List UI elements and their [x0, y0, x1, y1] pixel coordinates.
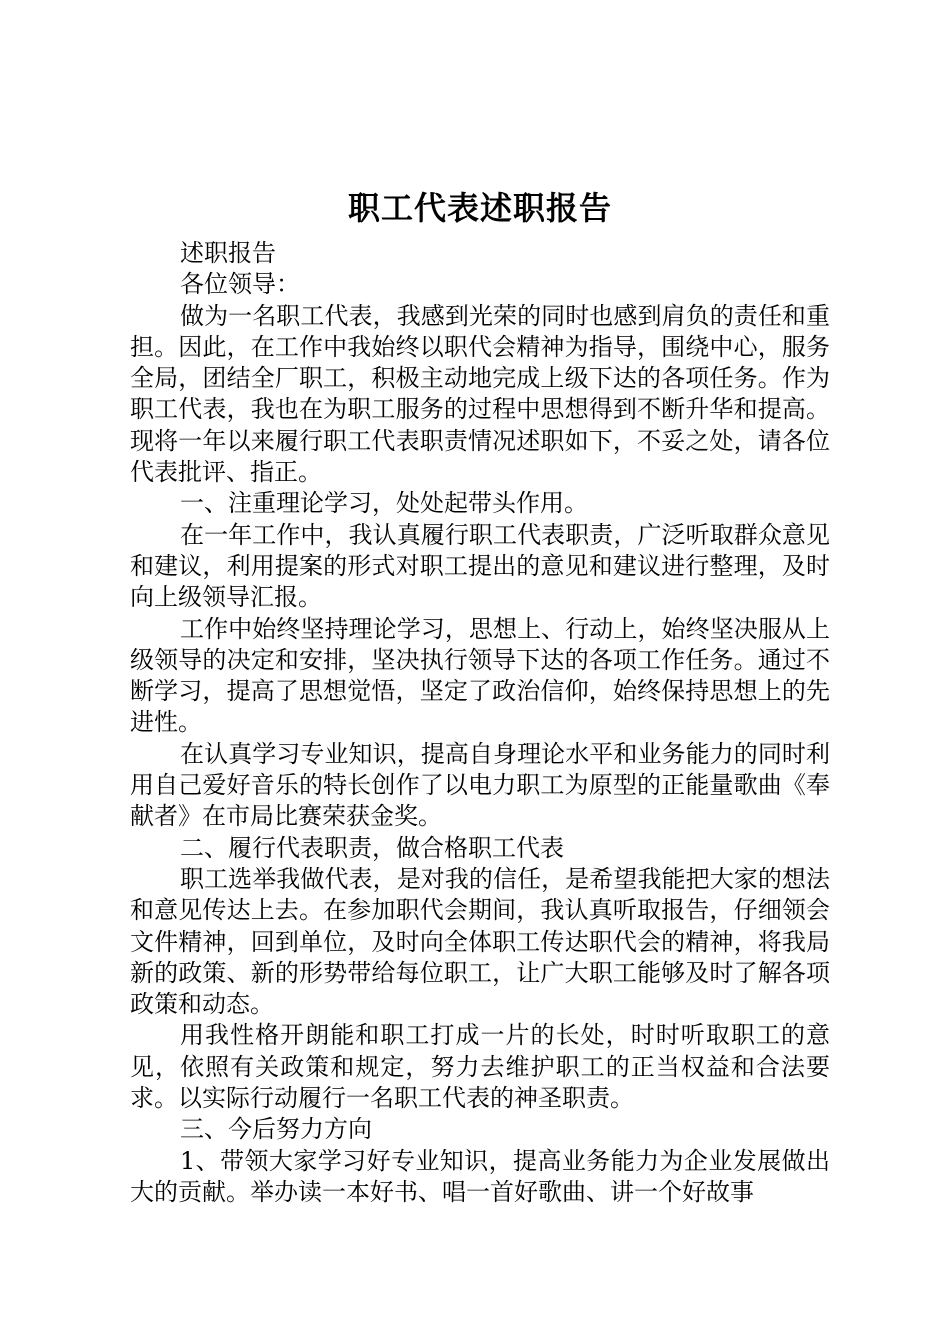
section-heading-1: 一、注重理论学习，处处起带头作用。: [180, 489, 588, 518]
paragraph: 1、带领大家学习好专业知识，提高业务能力为企业发展做出大的贡献。举办读一本好书、唱一首好歌曲、讲一个好故事: [130, 1146, 830, 1206]
section-heading-2: 二、履行代表职责，做合格职工代表: [180, 833, 564, 862]
paragraph: 在一年工作中，我认真履行职工代表职责，广泛听取群众意见和建议，利用提案的形式对职工提出的意见和建议进行整理，及时向上级领导汇报。: [130, 520, 830, 612]
paragraph: 在认真学习专业知识，提高自身理论水平和业务能力的同时利用自己爱好音乐的特长创作了以电力职工为原型的正能量歌曲《奉献者》在市局比赛荣获金奖。: [130, 739, 830, 831]
paragraph: 用我性格开朗能和职工打成一片的长处，时时听取职工的意见，依照有关政策和规定，努力去维护职工的正当权益和合法要求。以实际行动履行一名职工代表的神圣职责。: [130, 1021, 830, 1113]
paragraph-heading: 述职报告: [180, 239, 276, 267]
paragraph-salutation: 各位领导：: [180, 270, 300, 299]
document-page: [130, 182, 830, 1208]
document-title: 职工代表述职报告: [347, 189, 612, 227]
paragraph: 职工选举我做代表，是对我的信任，是希望我能把大家的想法和意见传达上去。在参加职代会期间，我认真听取报告，仔细领会文件精神，回到单位，及时向全体职工传达职代会的精神，将我局新的政策、新的形势带给每位职工，让广大职工能够及时了解各项政策和动态。: [130, 864, 830, 1019]
paragraph-intro: 做为一名职工代表，我感到光荣的同时也感到肩负的责任和重担。因此，在工作中我始终以职代会精神为指导，围绕中心，服务全局，团结全厂职工，积极主动地完成上级下达的各项任务。作为职工代表，我也在为职工服务的过程中思想得到不断升华和提高。现将一年以来履行职工代表职责情况述职如下，不妥之处，请各位代表批评、指正。: [130, 301, 830, 487]
paragraph: 工作中始终坚持理论学习，思想上、行动上，始终坚决服从上级领导的决定和安排，坚决执行领导下达的各项工作任务。通过不断学习，提高了思想觉悟，坚定了政治信仰，始终保持思想上的先进性。: [130, 614, 830, 737]
section-heading-3: 三、今后努力方向: [180, 1115, 372, 1144]
